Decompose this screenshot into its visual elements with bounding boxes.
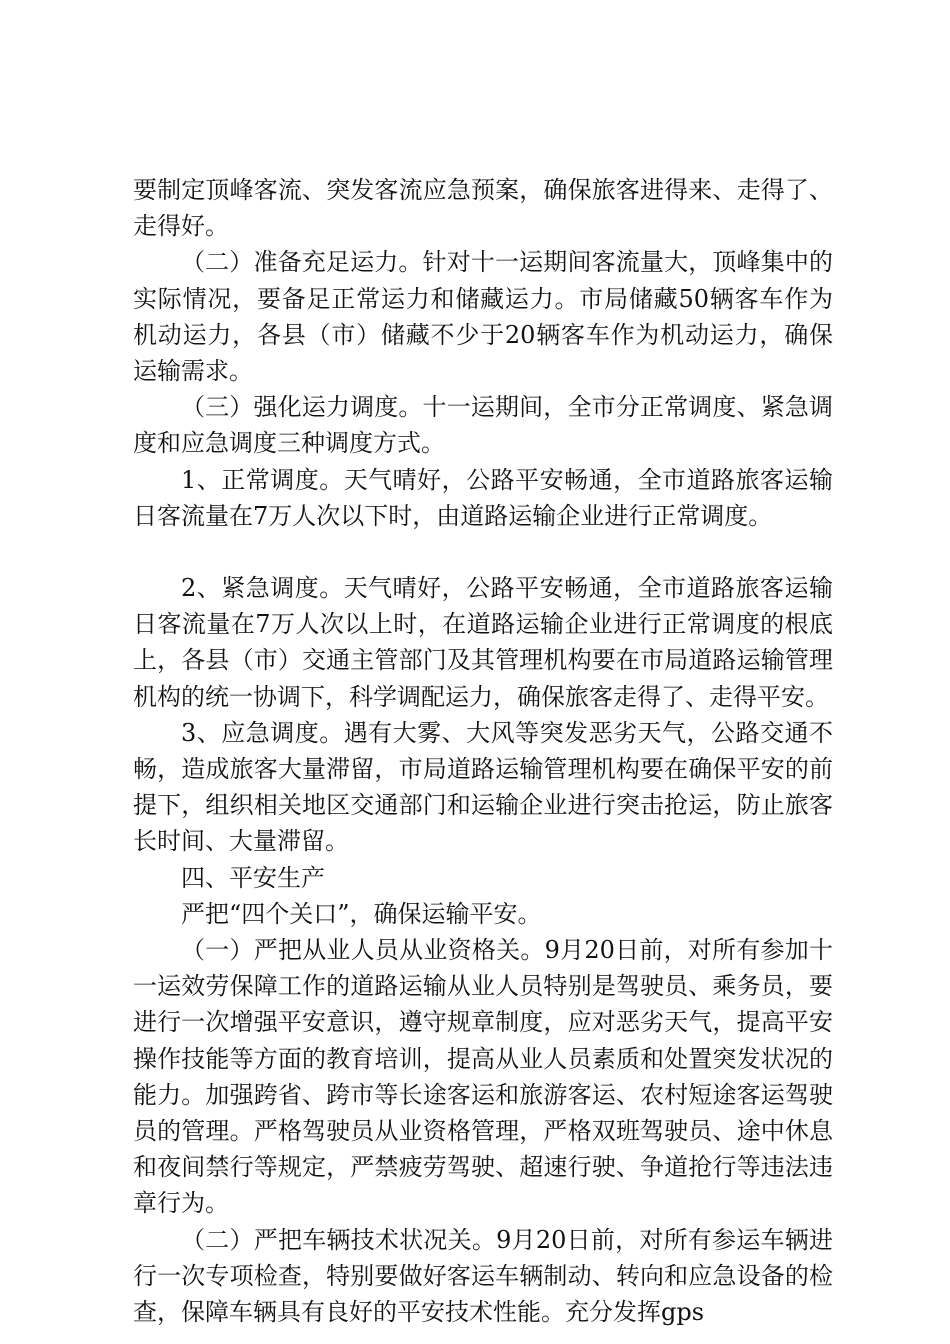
paragraph-normal-dispatch: 1、正常调度。天气晴好，公路平安畅通，全市道路旅客运输日客流量在7万人次以下时，由道路运输企业进行正常调度。: [133, 465, 833, 530]
paragraph-dispatch: （三）强化运力调度。十一运期间，全市分正常调度、紧急调度和应急调度三种调度方式。: [133, 393, 833, 458]
paragraph-continuation: 要制定顶峰客流、突发客流应急预案，确保旅客进得来、走得了、走得好。: [133, 176, 833, 241]
document-body: [133, 172, 833, 1330]
paragraph-staff-qualification: （一）严把从业人员从业资格关。9月20日前，对所有参加十一运效劳保障工作的道路运输从业人员特别是驾驶员、乘务员，要进行一次增强平安意识，遵守规章制度，应对恶劣天气，提高平安操作技能等方面的教育培训，提高从业人员素质和处置突发状况的能力。加强跨省、跨市等长途客运和旅游客运、农村短途客运驾驶员的管理。严格驾驶员从业资格管理，严格双班驾驶员、途中休息和夜间禁行等规定，严禁疲劳驾驶、超速行驶、争道抢行等违法违章行为。: [133, 936, 833, 1218]
paragraph-emergency-dispatch: 3、应急调度。遇有大雾、大风等突发恶劣天气，公路交通不畅，造成旅客大量滞留，市局道路运输管理机构要在确保平安的前提下，组织相关地区交通部门和运输企业进行突击抢运，防止旅客长时间、大量滞留。: [133, 718, 833, 856]
section-heading-safety: 四、平安生产: [181, 863, 325, 892]
paragraph-four-checkpoints: 严把“四个关口”，确保运输平安。: [181, 899, 542, 928]
paragraph-vehicle-condition: （二）严把车辆技术状况关。9月20日前，对所有参运车辆进行一次专项检查，特别要做好客运车辆制动、转向和应急设备的检查，保障车辆具有良好的平安技术性能。充分发挥gps: [133, 1225, 833, 1327]
paragraph-capacity: （二）准备充足运力。针对十一运期间客流量大，顶峰集中的实际情况，要备足正常运力和储藏运力。市局储藏50辆客车作为机动运力，各县（市）储藏不少于20辆客车作为机动运力，确保运输需求。: [133, 248, 833, 386]
paragraph-urgent-dispatch: 2、紧急调度。天气晴好，公路平安畅通，全市道路旅客运输日客流量在7万人次以上时，在道路运输企业进行正常调度的根底上，各县（市）交通主管部门及其管理机构要在市局道路运输管理机构的统一协调下，科学调配运力，确保旅客走得了、走得平安。: [133, 574, 833, 711]
